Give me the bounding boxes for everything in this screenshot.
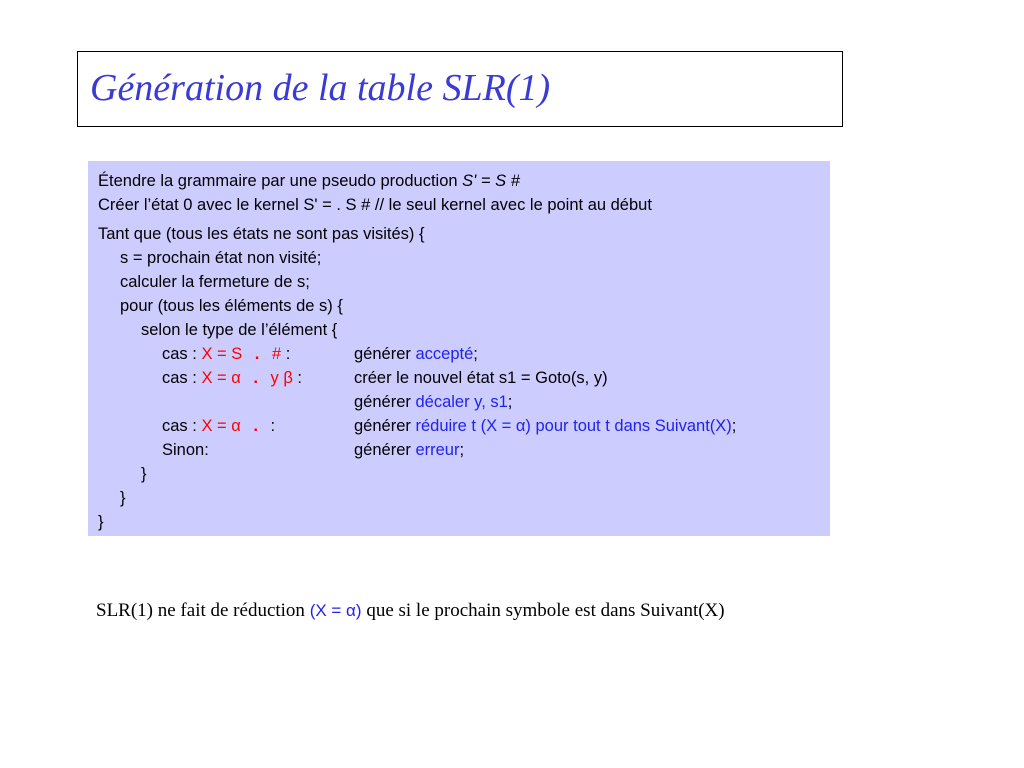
case-item-rest: y β [270, 369, 293, 387]
action-error [354, 440, 464, 460]
action-accept [354, 344, 478, 364]
action-suffix: ; [459, 441, 465, 459]
case-item: X = α [201, 369, 241, 387]
case-item-rest: # [271, 345, 282, 363]
item-dot: . [240, 417, 271, 436]
extend-text: Étendre la grammaire par une pseudo production [98, 172, 463, 190]
case-prefix: cas : [162, 345, 202, 363]
note-text-start: SLR(1) ne fait de réduction [96, 600, 310, 621]
item-dot: . [242, 345, 272, 364]
action-shift [354, 392, 512, 412]
close-brace-for: } [120, 489, 126, 507]
action-suffix: ; [473, 345, 478, 363]
algo-line-for: pour (tous les éléments de s) { [120, 297, 343, 315]
title-box [77, 51, 843, 127]
case-reduce [162, 416, 275, 437]
case-prefix: cas : [162, 369, 202, 387]
case-else: Sinon: [162, 441, 209, 459]
case-shift [162, 368, 302, 389]
action-prefix: générer [354, 417, 416, 435]
case-colon: : [270, 417, 276, 435]
action-keyword: erreur [415, 441, 460, 459]
case-prefix: cas : [162, 417, 202, 435]
action-prefix: générer [354, 345, 416, 363]
action-create-state: créer le nouvel état s1 = Goto(s, y) [354, 369, 608, 387]
case-item: X = S [201, 345, 243, 363]
algo-line-next-state: s = prochain état non visité; [120, 249, 322, 267]
action-suffix: ; [507, 393, 513, 411]
pseudo-production: S' = S # [462, 172, 520, 190]
case-item: X = α [201, 417, 241, 435]
slr-note [96, 597, 796, 624]
algo-line-create-state: Créer l’état 0 avec le kernel S' = . S # // le seul kernel avec le point au début [98, 196, 652, 214]
algo-line-extend [98, 171, 520, 191]
action-suffix: ; [731, 417, 737, 435]
close-brace-while: } [98, 513, 104, 531]
item-dot: . [240, 369, 271, 388]
algorithm-box [88, 161, 830, 536]
close-brace-switch: } [141, 465, 147, 483]
action-keyword: réduire t (X = α) pour tout t dans Suivant(X) [415, 417, 732, 435]
case-colon: : [292, 369, 303, 387]
algo-line-while: Tant que (tous les états ne sont pas visités) { [98, 225, 425, 243]
slide-title: Génération de la table SLR(1) [90, 67, 551, 109]
action-keyword: décaler y, s1 [415, 393, 508, 411]
action-prefix: générer [354, 441, 416, 459]
note-text-end: que si le prochain symbole est dans Suivant(X) [361, 600, 725, 621]
action-prefix: générer [354, 393, 416, 411]
case-accept [162, 344, 290, 365]
algo-line-closure: calculer la fermeture de s; [120, 273, 310, 291]
action-reduce [354, 416, 736, 436]
action-keyword: accepté [415, 345, 474, 363]
case-colon: : [281, 345, 291, 363]
note-item: (X = α) [309, 601, 362, 620]
algo-line-switch: selon le type de l’élément { [141, 321, 338, 339]
